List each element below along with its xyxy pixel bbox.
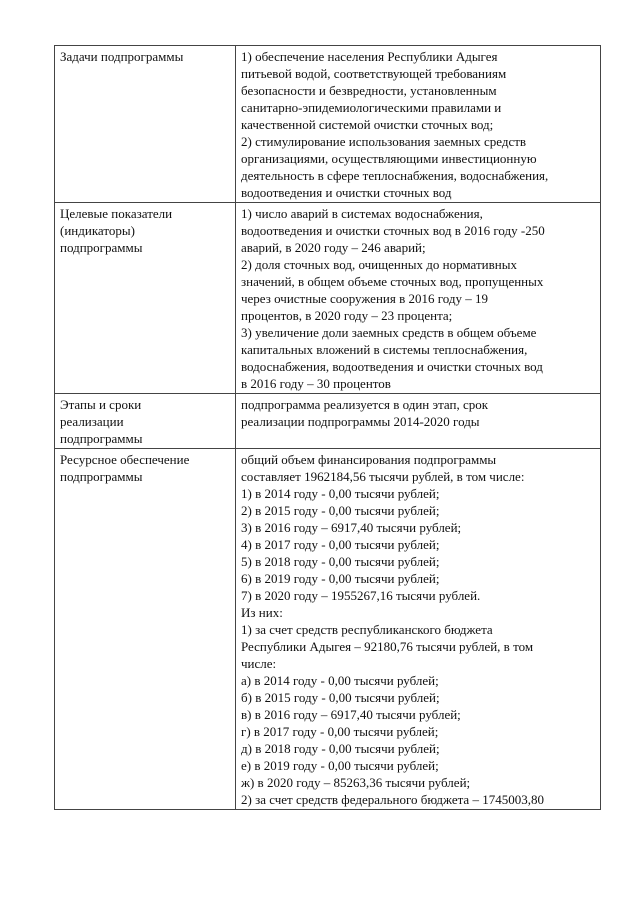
row-content-cell [236,46,601,203]
row-content-line: процентов, в 2020 году – 23 процента; [241,308,453,323]
row-content-line: 3) в 2016 году – 6917,40 тысячи рублей; [241,520,462,535]
row-label-cell [55,449,236,810]
table-row-stages-and-terms [55,394,601,449]
row-content-line: санитарно-эпидемиологическими правилами и [241,100,502,115]
row-label-line: Задачи подпрограммы [60,49,184,64]
row-content-line: числе: [241,656,277,671]
row-content-line: 1) в 2014 году - 0,00 тысячи рублей; [241,486,440,501]
row-content-line: 1) число аварий в системах водоснабжения, [241,206,483,221]
row-label-cell [55,203,236,394]
row-label-line: (индикаторы) [60,223,135,238]
row-label-line: Целевые показатели [60,206,173,221]
row-content-line: капитальных вложений в системы теплоснабжения, [241,342,528,357]
row-content-line: е) в 2019 году - 0,00 тысячи рублей; [241,758,439,773]
row-label-line: реализации [60,414,124,429]
table-row-target-indicators [55,203,601,394]
row-content-line: г) в 2017 году - 0,00 тысячи рублей; [241,724,439,739]
table-body [55,46,601,810]
row-content-line: водоотведения и очистки сточных вод [241,185,452,200]
row-content-line: Из них: [241,605,283,620]
row-content-cell [236,394,601,449]
table-row-resource-support [55,449,601,810]
subprogram-passport-table [54,45,601,810]
row-content-line: 7) в 2020 году – 1955267,16 тысячи рублей. [241,588,481,603]
row-content-line: 2) стимулирование использования заемных средств [241,134,527,149]
row-content-line: деятельность в сфере теплоснабжения, водоснабжения, [241,168,549,183]
row-content-line: а) в 2014 году - 0,00 тысячи рублей; [241,673,439,688]
row-label-line: Ресурсное обеспечение [60,452,190,467]
row-content-line: б) в 2015 году - 0,00 тысячи рублей; [241,690,440,705]
row-content-line: 1) за счет средств республиканского бюджета [241,622,493,637]
row-label-cell [55,46,236,203]
row-content-cell [236,449,601,810]
row-content-line: 5) в 2018 году - 0,00 тысячи рублей; [241,554,440,569]
row-content-line: 3) увеличение доли заемных средств в общем объеме [241,325,537,340]
row-content-line: д) в 2018 году - 0,00 тысячи рублей; [241,741,440,756]
row-content-cell [236,203,601,394]
row-content-line: 6) в 2019 году - 0,00 тысячи рублей; [241,571,440,586]
row-label-line: подпрограммы [60,469,143,484]
row-content-line: 2) в 2015 году - 0,00 тысячи рублей; [241,503,440,518]
row-content-line: через очистные сооружения в 2016 году – 19 [241,291,488,306]
row-content-line: 4) в 2017 году - 0,00 тысячи рублей; [241,537,440,552]
row-content-line: аварий, в 2020 году – 246 аварий; [241,240,426,255]
row-label-cell [55,394,236,449]
row-label-line: подпрограммы [60,431,143,446]
row-content-line: ж) в 2020 году – 85263,36 тысячи рублей; [241,775,471,790]
row-content-line: Республики Адыгея – 92180,76 тысячи рублей, в том [241,639,534,654]
row-content-line: организациями, осуществляющими инвестиционную [241,151,537,166]
row-content-line: водоснабжения, водоотведения и очистки сточных вод [241,359,543,374]
row-content-line: составляет 1962184,56 тысячи рублей, в том числе: [241,469,525,484]
row-content-line: 1) обеспечение населения Республики Адыгея [241,49,498,64]
row-content-line: качественной системой очистки сточных вод; [241,117,494,132]
row-content-line: 2) за счет средств федерального бюджета – 1745003,80 [241,792,544,807]
row-content-line: в 2016 году – 30 процентов [241,376,391,391]
row-content-line: реализации подпрограммы 2014-2020 годы [241,414,480,429]
row-content-line: в) в 2016 году – 6917,40 тысячи рублей; [241,707,461,722]
row-label-line: Этапы и сроки [60,397,142,412]
row-content-line: подпрограмма реализуется в один этап, срок [241,397,489,412]
row-content-line: значений, в общем объеме сточных вод, пропущенных [241,274,544,289]
row-content-line: питьевой водой, соответствующей требованиям [241,66,507,81]
row-content-line: общий объем финансирования подпрограммы [241,452,497,467]
table-row-tasks [55,46,601,203]
row-content-line: безопасности и безвредности, установленным [241,83,497,98]
row-label-line: подпрограммы [60,240,143,255]
row-content-line: 2) доля сточных вод, очищенных до нормативных [241,257,517,272]
row-content-line: водоотведения и очистки сточных вод в 2016 году -250 [241,223,545,238]
